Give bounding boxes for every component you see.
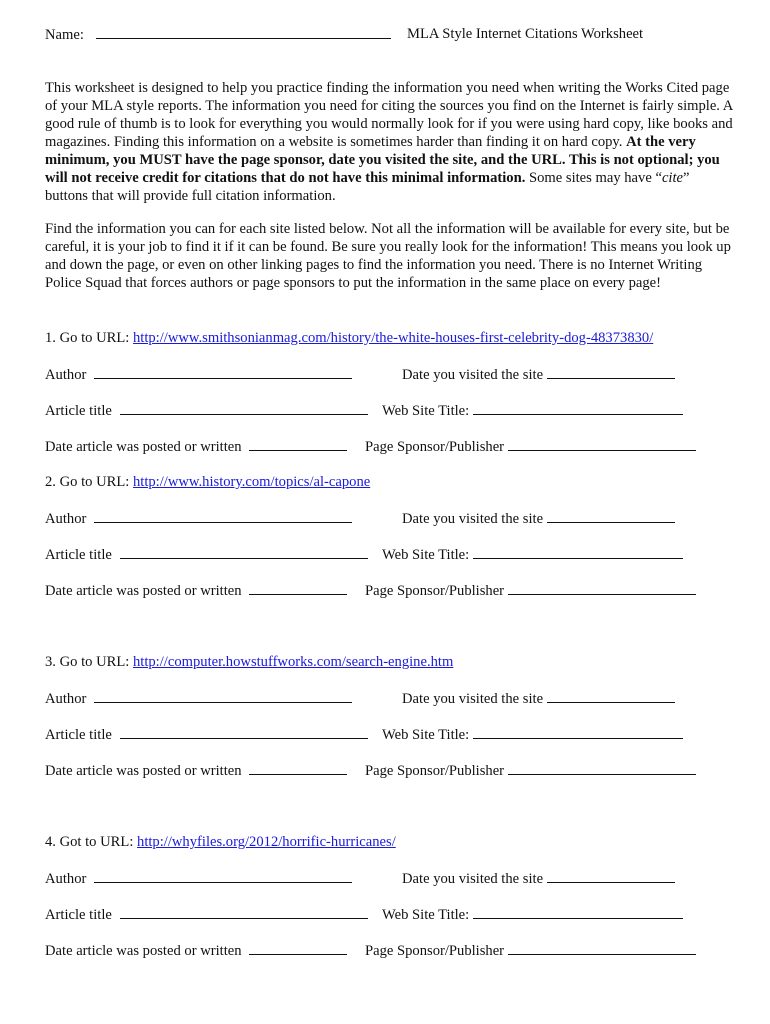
site-3-url-link[interactable]: http://computer.howstuffworks.com/search-engine.htm xyxy=(132,654,454,670)
intro-bold-requirement: At the very minimum, you MUST have the page sponsor, date you visited the site, and the URL. This is not optional; you will not receive credit for citations that do not have this minimal information. xyxy=(45,134,720,186)
name-blank[interactable] xyxy=(96,24,391,39)
site-2-url-link[interactable]: http://www.history.com/topics/al-capone xyxy=(132,474,371,490)
author-label: Author xyxy=(45,871,87,887)
article-title-blank[interactable] xyxy=(120,400,368,415)
intro-tail-before: Some sites may have “ xyxy=(529,170,662,186)
article-title-label: Article title xyxy=(45,907,112,923)
date-visited-label: Date you visited the site xyxy=(402,511,544,527)
sponsor-blank[interactable] xyxy=(508,436,696,451)
author-blank[interactable] xyxy=(94,688,352,703)
site-1-prefix: 1. Go to URL: xyxy=(45,330,130,346)
site-1-row-1 xyxy=(45,364,735,384)
site-2-row-3 xyxy=(45,580,735,600)
sponsor-label: Page Sponsor/Publisher xyxy=(365,439,505,455)
date-visited-label: Date you visited the site xyxy=(402,367,544,383)
date-posted-label: Date article was posted or written xyxy=(45,439,242,455)
site-4-url-link[interactable]: http://whyfiles.org/2012/horrific-hurricanes/ xyxy=(137,834,396,850)
site-4-row-2 xyxy=(45,904,735,924)
site-2-row-2 xyxy=(45,544,735,564)
date-visited-blank[interactable] xyxy=(547,364,675,379)
web-site-title-label: Web Site Title: xyxy=(382,727,470,743)
web-site-title-label: Web Site Title: xyxy=(382,547,470,563)
date-posted-label: Date article was posted or written xyxy=(45,583,242,599)
sponsor-blank[interactable] xyxy=(508,760,696,775)
author-label: Author xyxy=(45,511,87,527)
site-1-header xyxy=(45,328,735,348)
sponsor-label: Page Sponsor/Publisher xyxy=(365,583,505,599)
header-row xyxy=(45,24,735,44)
web-site-title-blank[interactable] xyxy=(473,400,683,415)
date-visited-blank[interactable] xyxy=(547,508,675,523)
instructions-paragraph: Find the information you can for each site listed below. Not all the information will be available for every site, but be careful, it is your job to find it if it can be found. Be sure you really look for the information! This means you look up and down the page, or even on other linking pages to find the information you need. There is no Internet Writing Police Squad that forces authors or page sponsors to put the information in the same place on every page! xyxy=(45,221,731,291)
site-3-row-3 xyxy=(45,760,735,780)
author-blank[interactable] xyxy=(94,508,352,523)
site-3-row-1 xyxy=(45,688,735,708)
intro-tail-after: ” buttons that will provide full citation information. xyxy=(45,170,690,204)
intro-paragraph xyxy=(45,79,735,205)
site-1-row-3 xyxy=(45,436,735,456)
author-blank[interactable] xyxy=(94,868,352,883)
web-site-title-blank[interactable] xyxy=(473,904,683,919)
name-label: Name: xyxy=(45,27,84,43)
web-site-title-label: Web Site Title: xyxy=(382,403,470,419)
site-4-header xyxy=(45,832,735,852)
date-posted-blank[interactable] xyxy=(249,940,347,955)
site-4-prefix: 4. Got to URL: xyxy=(45,834,134,850)
site-3-header xyxy=(45,652,735,672)
date-posted-blank[interactable] xyxy=(249,580,347,595)
date-posted-label: Date article was posted or written xyxy=(45,943,242,959)
date-visited-blank[interactable] xyxy=(547,868,675,883)
site-2-prefix: 2. Go to URL: xyxy=(45,474,130,490)
date-visited-label: Date you visited the site xyxy=(402,691,544,707)
article-title-blank[interactable] xyxy=(120,544,368,559)
site-2-header xyxy=(45,472,735,492)
web-site-title-label: Web Site Title: xyxy=(382,907,470,923)
intro-text: This worksheet is designed to help you practice finding the information you need when writing the Works Cited page of your MLA style reports. The information you need for citing the sources you find on the Internet is fairly simple. A good rule of thumb is to look for everything you would normally look for if you were using hard copy, like books and magazines. Finding this information on a website is sometimes harder than finding it on hard copy. xyxy=(45,80,733,150)
site-1-url-link[interactable]: http://www.smithsonianmag.com/history/the-white-houses-first-celebrity-dog-48373830/ xyxy=(132,330,654,346)
date-posted-label: Date article was posted or written xyxy=(45,763,242,779)
date-visited-label: Date you visited the site xyxy=(402,871,544,887)
date-posted-blank[interactable] xyxy=(249,760,347,775)
article-title-label: Article title xyxy=(45,403,112,419)
site-1-row-2 xyxy=(45,400,735,420)
site-4-row-3 xyxy=(45,940,735,960)
site-3-row-2 xyxy=(45,724,735,744)
date-visited-blank[interactable] xyxy=(547,688,675,703)
sponsor-label: Page Sponsor/Publisher xyxy=(365,943,505,959)
author-blank[interactable] xyxy=(94,364,352,379)
author-label: Author xyxy=(45,367,87,383)
article-title-blank[interactable] xyxy=(120,724,368,739)
web-site-title-blank[interactable] xyxy=(473,724,683,739)
article-title-label: Article title xyxy=(45,547,112,563)
sponsor-label: Page Sponsor/Publisher xyxy=(365,763,505,779)
author-label: Author xyxy=(45,691,87,707)
site-3-prefix: 3. Go to URL: xyxy=(45,654,130,670)
worksheet-title: MLA Style Internet Citations Worksheet xyxy=(407,26,644,42)
article-title-label: Article title xyxy=(45,727,112,743)
article-title-blank[interactable] xyxy=(120,904,368,919)
web-site-title-blank[interactable] xyxy=(473,544,683,559)
site-4-row-1 xyxy=(45,868,735,888)
site-2-row-1 xyxy=(45,508,735,528)
sponsor-blank[interactable] xyxy=(508,580,696,595)
intro-tail-italic: cite xyxy=(661,170,684,186)
date-posted-blank[interactable] xyxy=(249,436,347,451)
sponsor-blank[interactable] xyxy=(508,940,696,955)
